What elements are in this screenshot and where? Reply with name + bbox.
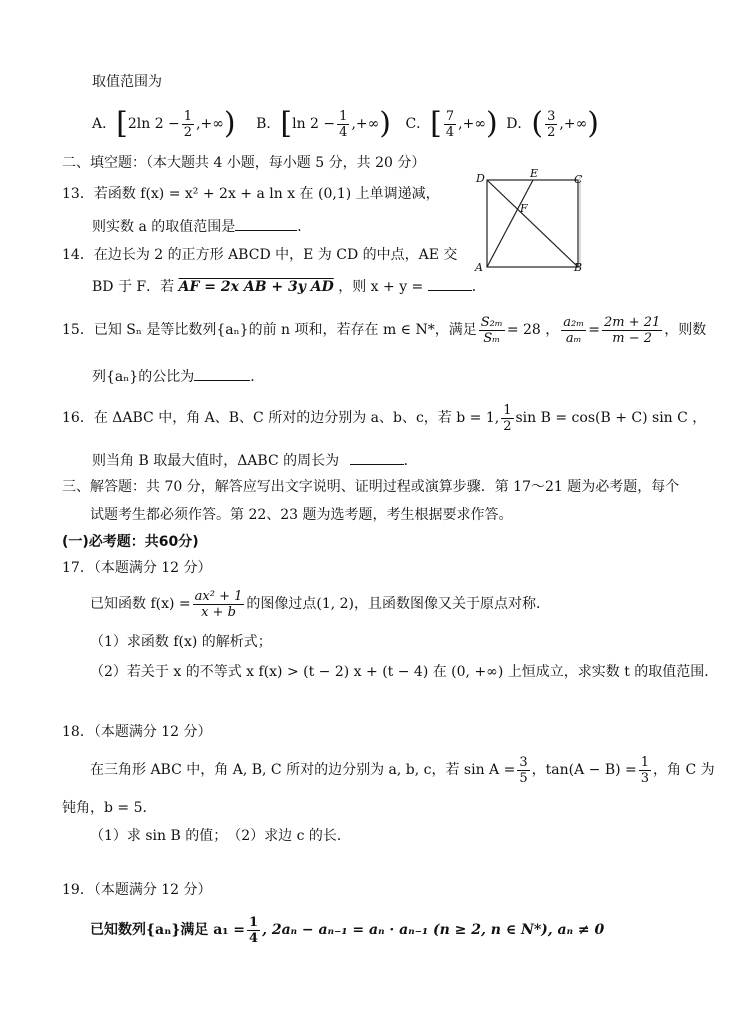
q19-a-num: 1 <box>249 914 259 930</box>
q16-part1: 16．在 ΔABC 中，角 A、B、C 所对的边分别为 a、b、c，若 b = 1, <box>62 410 500 426</box>
label-d: D <box>476 172 485 185</box>
label-e: E <box>530 168 539 180</box>
option-c: C． [ $\frac{7}{4}$ ,+∞ ) <box>405 106 498 141</box>
option-c-den: 4 <box>445 124 455 140</box>
q16-line2: 则当角 B 取最大值时，ΔABC 的周长为 ． <box>92 450 418 471</box>
q14-vector-formula: AF = 2x AB + 3y AD <box>178 279 334 295</box>
q19-a-den: 4 <box>249 930 259 946</box>
q18-title: 18．（本题满分 12 分） <box>62 724 212 740</box>
q16-frac-den: 2 <box>503 418 512 434</box>
q15-part1: 15．已知 Sₙ 是等比数列{aₙ}的前 n 项和，若存在 m ∈ N*，满足 <box>62 322 477 338</box>
q17-line1-b: 的图像过点(1, 2)，且函数图像又关于原点对称． <box>246 596 551 612</box>
segment-db <box>487 180 578 267</box>
q14-answer-blank <box>428 276 472 291</box>
label-c: C <box>574 173 583 186</box>
option-a-lead: 2ln 2 − <box>127 116 180 132</box>
q16-line1 <box>62 400 706 436</box>
option-b-tail: ,+∞ <box>351 116 380 132</box>
q12-tail: 取值范围为 <box>92 74 162 90</box>
q16-line2-text: 则当角 B 取最大值时，ΔABC 的周长为 <box>92 453 340 469</box>
q15-f3-den: m − 2 <box>612 330 652 346</box>
q18-sin-num: 3 <box>519 754 528 770</box>
q19-line1-b: , 2aₙ − aₙ₋₁ = aₙ · aₙ₋₁ (n ≥ 2, n ∈ N*), aₙ ≠ 0 <box>262 922 605 938</box>
q18-sin-den: 5 <box>519 770 528 786</box>
option-b-num: 1 <box>339 108 348 124</box>
q18-tan-den: 3 <box>640 770 650 786</box>
option-a: A． [ 2ln 2 − $\frac{1}{2}$ ,+∞ ) <box>92 106 236 141</box>
q15-f1-den: Sₘ <box>483 330 501 346</box>
q15-f2-den: aₘ <box>565 330 582 346</box>
q19-line1-a: 已知数列{aₙ}满足 a₁ = <box>90 922 246 938</box>
option-d-num: 3 <box>547 108 556 124</box>
q19-title: 19．（本题满分 12 分） <box>62 882 212 898</box>
q13-answer-blank <box>235 216 297 231</box>
option-b-lead: ln 2 − <box>292 116 336 132</box>
q15-answer-blank <box>194 366 250 381</box>
option-c-label: C． <box>405 116 431 132</box>
q18-sub: （1）求 sin B 的值； （2）求边 c 的长． <box>90 828 351 844</box>
option-a-den: 2 <box>183 124 193 140</box>
label-a: A <box>475 261 483 274</box>
option-d: D． ( $\frac{3}{2}$ ,+∞ ) <box>506 106 599 141</box>
option-a-label: A． <box>92 116 117 132</box>
q15-f3-num: 2m + 21 <box>603 314 661 330</box>
required-heading: (一)必考题：共60分) <box>62 534 199 550</box>
q19-line1 <box>90 912 604 948</box>
q14-line2-a: BD 于 F．若 <box>92 279 175 295</box>
q18-line1-a: 在三角形 ABC 中，角 A, B, C 所对的边分别为 a, b, c，若 sin A = <box>90 762 516 778</box>
q15-eq2: = <box>588 322 600 338</box>
section2-heading: 二、填空题：（本大题共 4 小题，每小题 5 分，共 20 分） <box>62 155 426 171</box>
option-c-num: 7 <box>445 108 455 124</box>
q15-line1 <box>62 312 706 348</box>
q13-line2: 则实数 a 的取值范围是 ． <box>92 216 311 237</box>
q17-title: 17．（本题满分 12 分） <box>62 560 212 576</box>
q15-eq1: = 28 ， <box>506 322 560 338</box>
q18-line1 <box>90 752 715 788</box>
option-d-den: 2 <box>547 124 556 140</box>
label-b: B <box>574 261 583 274</box>
q14-line1: 14．在边长为 2 的正方形 ABCD 中，E 为 CD 的中点，AE 交 <box>62 247 458 263</box>
option-a-tail: ,+∞ <box>196 116 224 132</box>
q13-line2-text: 则实数 a 的取值范围是 <box>92 219 236 235</box>
q17-f-num: ax² + 1 <box>194 588 243 604</box>
option-a-num: 1 <box>183 108 193 124</box>
q18-line1-b: ，tan(A − B) = <box>531 762 637 778</box>
q17-f-den: x + b <box>201 604 236 620</box>
square-figure <box>470 168 590 276</box>
option-b-den: 4 <box>339 124 348 140</box>
segment-ae <box>487 180 533 267</box>
q15-line2-text: 列{aₙ}的公比为 <box>92 369 195 385</box>
q18-tan-num: 1 <box>640 754 650 770</box>
q16-answer-blank <box>350 450 404 465</box>
q16-part2: sin B = cos(B + C) sin C ， <box>515 410 707 426</box>
q12-options <box>92 106 599 142</box>
q17-sub1: （1）求函数 f(x) 的解析式； <box>90 634 272 650</box>
q16-frac-num: 1 <box>503 402 512 418</box>
section3-line1: 三、解答题：共 70 分，解答应写出文字说明、证明过程或演算步骤．第 17～21 题为必考题，每个 <box>62 479 680 495</box>
q15-f1-num: S₂ₘ <box>480 314 503 330</box>
q15-part2: ，则数 <box>664 322 707 338</box>
q18-line1-c: ，角 C 为 <box>653 762 715 778</box>
q14-line2: BD 于 F．若 AF = 2x AB + 3y AD ，则 x + y = ． <box>92 276 486 297</box>
q15-f2-num: a₂ₘ <box>563 314 585 330</box>
label-f: F <box>520 202 528 215</box>
q13-line1: 13．若函数 f(x) = x² + 2x + a ln x 在 (0,1) 上单调递减， <box>62 186 440 202</box>
option-b-label: B． <box>256 116 281 132</box>
q17-line1-a: 已知函数 f(x) = <box>90 596 191 612</box>
q14-line2-b: ，则 x + y = <box>338 279 424 295</box>
section3-line2: 试题考生都必须作答。第 22、23 题为选考题，考生根据要求作答。 <box>90 507 513 523</box>
option-b: B． [ ln 2 − $\frac{1}{4}$ ,+∞ ) <box>256 106 391 141</box>
option-d-tail: ,+∞ <box>559 116 588 132</box>
option-d-label: D． <box>506 116 532 132</box>
q17-sub2: （2）若关于 x 的不等式 x f(x) > (t − 2) x + (t − 4) 在 (0, +∞) 上恒成立，求实数 t 的取值范围． <box>90 664 719 680</box>
option-c-tail: ,+∞ <box>458 116 487 132</box>
q18-line2: 钝角，b = 5． <box>62 800 157 816</box>
q17-line1 <box>90 586 550 622</box>
q15-line2: 列{aₙ}的公比为 ． <box>92 366 264 387</box>
